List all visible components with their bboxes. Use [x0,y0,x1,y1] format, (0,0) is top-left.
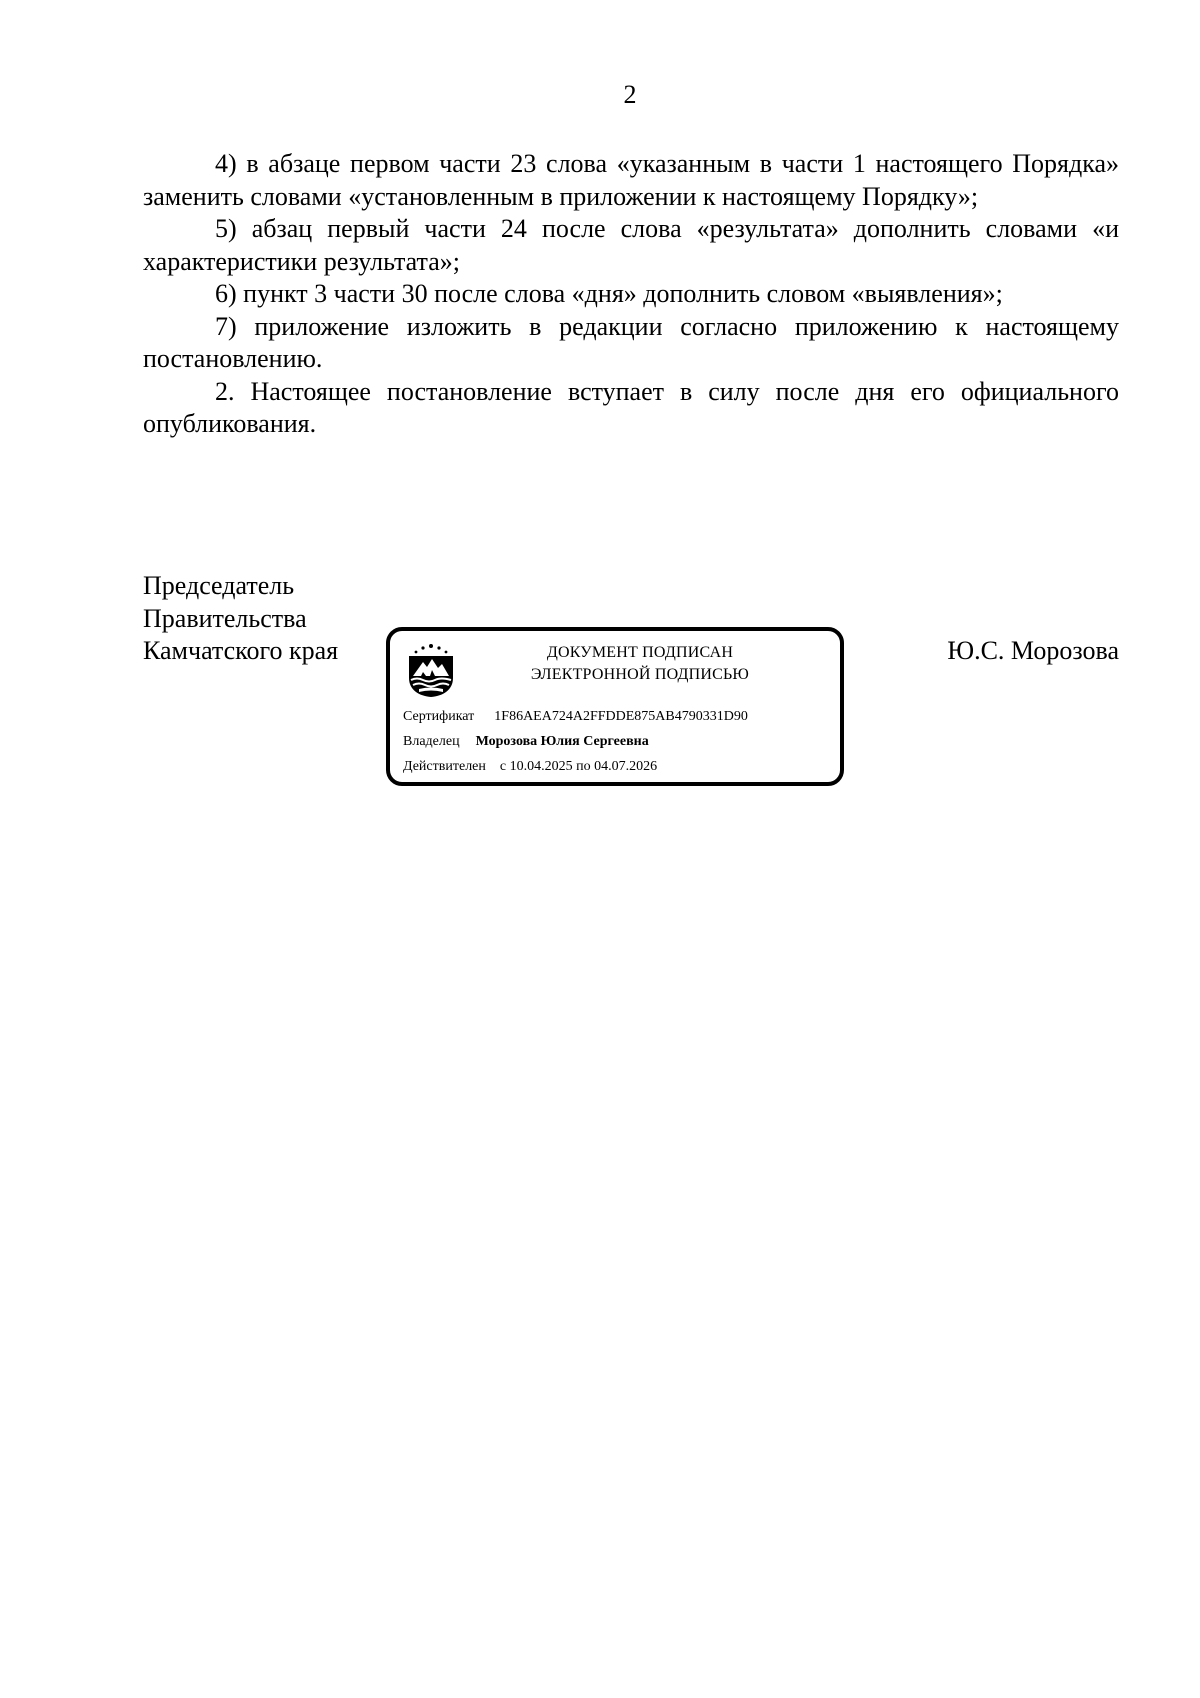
validity-value: с 10.04.2025 по 04.07.2026 [499,759,658,774]
owner-label: Владелец [403,734,460,749]
paragraph-item-4: 4) в абзаце первом части 23 слова «указанным в части 1 настоящего Порядка» заменить словами «установленным в приложении к настоящему Порядку»; [143,149,1119,211]
signer-position-line: Председатель [143,571,295,600]
stamp-certificate-row [403,708,748,726]
page-number: 2 [623,80,637,109]
paragraph-item-5: 5) абзац первый части 24 после слова «результата» дополнить словами «и характеристики результата»; [143,214,1119,276]
signer-position-line: Правительства [143,603,307,633]
certificate-label: Сертификат [403,709,475,724]
signer-position [143,570,338,668]
stamp-title-line: ЭЛЕКТРОННОЙ ПОДПИСЬЮ [530,666,750,683]
paragraph-item-7: 7) приложение изложить в редакции согласно приложению к настоящему постановлению. [143,311,1119,373]
document-body [143,148,1119,441]
paragraph-item-6: 6) пункт 3 части 30 после слова «дня» дополнить словом «выявления»; [215,279,1003,308]
electronic-signature-stamp [386,627,844,786]
certificate-value: 1F86AEA724A2FFDDE875AB4790331D90 [494,709,748,724]
validity-label: Действителен [403,759,486,774]
paragraph-effective-date: 2. Настоящее постановление вступает в силу после дня его официального опубликования. [143,376,1119,438]
signer-position-line: Камчатского края [143,636,339,665]
signer-name: Ю.С. Морозова [947,636,1119,665]
stamp-validity-row [403,758,657,776]
stamp-title [460,642,820,686]
kamchatka-coat-of-arms-icon [405,642,457,698]
stamp-owner-row [403,733,649,751]
stamp-title-line: ДОКУМЕНТ ПОДПИСАН [546,644,734,661]
owner-value: Морозова Юлия Сергеевна [475,734,649,749]
